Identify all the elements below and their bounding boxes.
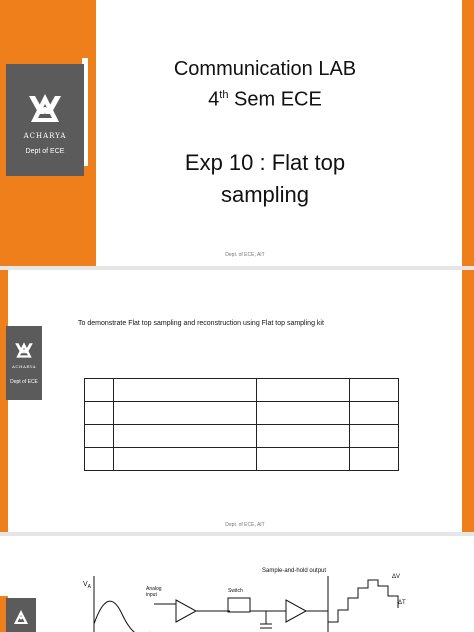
experiment-subtitle: sampling	[220, 182, 310, 207]
analog-waveform	[94, 601, 150, 632]
logo-text: ACHARYA	[12, 364, 36, 369]
table-row	[85, 448, 399, 471]
table-cell	[85, 402, 114, 425]
slide-footer: Dept. of ECE, AIT	[225, 252, 265, 258]
table-cell	[114, 379, 257, 402]
table-cell	[85, 448, 114, 471]
dept-label: Dept of ECE	[25, 148, 65, 155]
va-label: $V_A$	[83, 581, 92, 590]
table-row	[85, 379, 399, 402]
semester-title: 4th Sem ECE	[208, 88, 322, 111]
slide-footer: Dept. of ECE, AIT	[225, 522, 265, 528]
sample-hold-output-label: Sample-and-hold output	[262, 568, 327, 574]
dept-label: Dept of ECE	[10, 379, 38, 385]
slide-2[interactable]	[0, 270, 474, 532]
sample-hold-circuit-diagram	[80, 564, 430, 632]
table-cell	[85, 379, 114, 402]
table-cell	[350, 448, 399, 471]
slide-1[interactable]	[0, 0, 474, 266]
acharya-logo	[6, 64, 84, 176]
input-buffer-amp	[176, 600, 196, 622]
table-cell	[257, 402, 350, 425]
table-cell	[85, 425, 114, 448]
switch-label: Switch	[228, 588, 243, 594]
accent-bar-right	[462, 270, 474, 532]
switch	[228, 598, 250, 612]
input-label: input	[146, 592, 157, 598]
table-cell	[114, 402, 257, 425]
table-cell	[257, 448, 350, 471]
table-cell	[350, 425, 399, 448]
table-cell	[114, 448, 257, 471]
table-row	[85, 402, 399, 425]
aim-text: To demonstrate Flat top sampling and reconstruction using Flat top sampling kit	[78, 320, 324, 327]
accent-bar-left	[0, 270, 8, 532]
table-cell	[114, 425, 257, 448]
acharya-logo	[6, 326, 42, 400]
experiment-title: Exp 10 : Flat top	[184, 150, 346, 175]
logo-text: ACHARYA	[23, 132, 67, 140]
table-cell	[257, 379, 350, 402]
analog-label: Analog	[146, 586, 162, 592]
table-cell	[350, 379, 399, 402]
staircase-output	[328, 580, 398, 622]
delta-v-label: ΔV	[392, 574, 401, 580]
slide-3[interactable]	[0, 536, 474, 632]
lab-title: Communication LAB	[173, 58, 357, 80]
acharya-emblem-icon	[11, 606, 31, 630]
delta-t-label: ΔT	[398, 600, 406, 606]
acharya-emblem-icon	[13, 338, 35, 364]
output-buffer-amp	[286, 600, 306, 622]
table-cell	[257, 425, 350, 448]
table-row	[85, 425, 399, 448]
accent-bar-right	[462, 0, 474, 266]
acharya-logo	[6, 598, 36, 632]
acharya-emblem-icon	[25, 88, 65, 132]
components-table	[84, 378, 399, 471]
table-cell	[350, 402, 399, 425]
